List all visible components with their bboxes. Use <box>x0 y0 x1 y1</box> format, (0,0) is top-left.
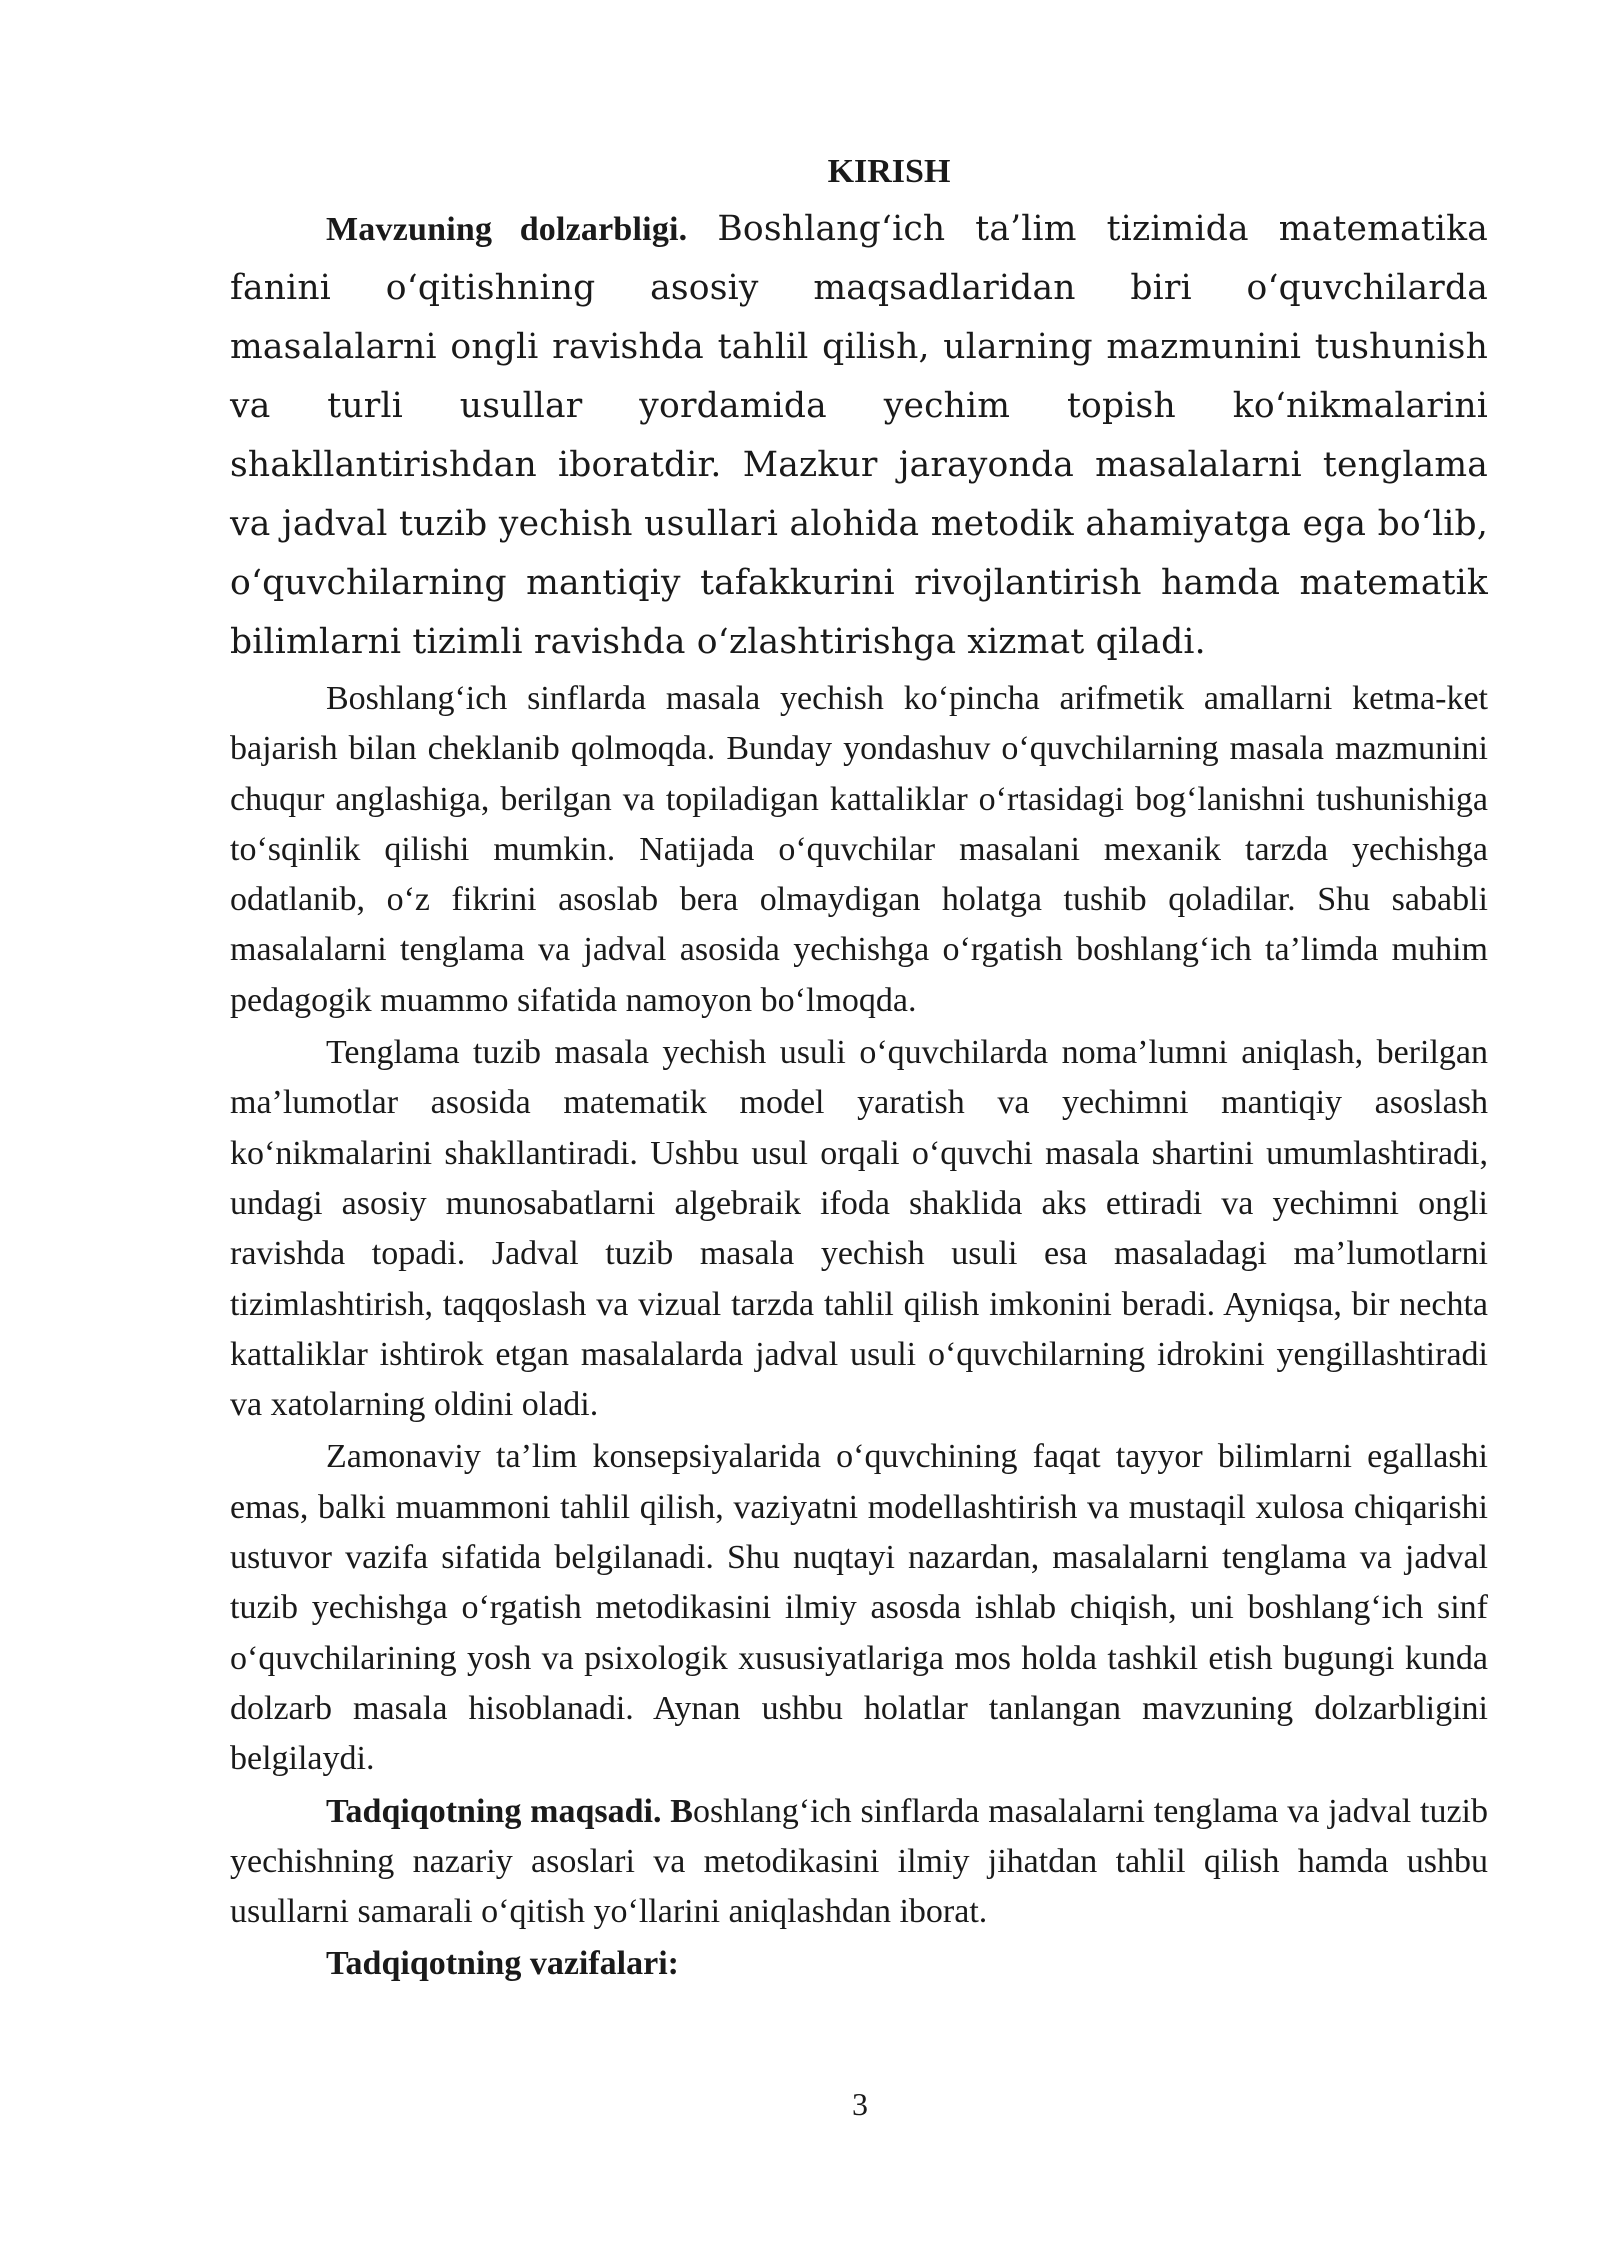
paragraph-lead-relevance: Mavzuning dolzarbligi. <box>326 211 688 248</box>
section-heading: KIRISH <box>827 153 951 190</box>
paragraph-research-tasks <box>230 1939 1488 1989</box>
paragraph-research-goal <box>230 1787 1488 1938</box>
paragraph-text-modern-concepts: Zamonaviy ta’lim konsepsiyalarida o‘quvchining faqat tayyor bilimlarni egallashi emas, balki muammoni tahlil qilish, vaziyatni modellashtirish va mustaqil xulosa chiqarishi ustuvor vazifa sifatida belgilanadi. Shu nuqtayi nazardan, masalalarni tenglama va jadval tuzib yechishga o‘rgatish metodikasini ilmiy asosda ishlab chiqish, uni boshlang‘ich sinf o‘quvchilarining yosh va psixologik xususiyatlariga mos holda tashkil etish bugungi kunda dolzarb masala hisoblanadi. Aynan ushbu holatlar tanlangan mavzuning dolzarbligini belgilaydi. <box>230 1438 1488 1778</box>
paragraph-problem <box>230 674 1488 1026</box>
paragraph-text-problem: Boshlang‘ich sinflarda masala yechish ko‘pincha arifmetik amallarni ketma-ket bajarish bilan cheklanib qolmoqda. Bunday yondashuv o‘quvchilarning masala mazmunini chuqur anglashiga, berilgan va topiladigan kattaliklar o‘rtasidagi bog‘lanishni tushunishiga to‘sqinlik qilishi mumkin. Natijada o‘quvchilar masalani mexanik tarzda yechishga odatlanib, o‘z fikrini asoslab bera olmaydigan holatga tushib qoladilar. Shu sababli masalalarni tenglama va jadval asosida yechishga o‘rgatish boshlang‘ich ta’limda muhim pedagogik muammo sifatida namoyon bo‘lmoqda. <box>230 680 1488 1019</box>
paragraph-modern-concepts <box>230 1432 1488 1784</box>
paragraph-lead-research-tasks: Tadqiqotning vazifalari: <box>326 1945 679 1983</box>
paragraph-text-relevance: Boshlang‘ich ta’lim tizimida matematika fanini o‘qitishning asosiy maqsadlaridan biri o‘quvchilarda masalalarni ongli ravishda tahlil qilish, ularning mazmunini tushunish va turli usullar yordamida yechim topish ko‘nikmalarini shakllantirishdan iboratdir. Mazkur jarayonda masalalarni tenglama va jadval tuzib yechish usullari alohida metodik ahamiyatga ega bo‘lib, o‘quvchilarning mantiqiy tafakkurini rivojlantirish hamda matematik bilimlarni tizimli ravishda o‘zlashtirishga xizmat qiladi. <box>230 209 1488 662</box>
paragraph-relevance <box>230 200 1488 672</box>
page-number: 3 <box>852 2086 868 2122</box>
paragraph-lead-research-goal: Tadqiqotning maqsadi. B <box>326 1792 693 1830</box>
paragraph-text-equation-method: Tenglama tuzib masala yechish usuli o‘quvchilarda noma’lumni aniqlash, berilgan ma’lumotlar asosida matematik model yaratish va yechimni mantiqiy asoslash ko‘nikmalarini shakllantiradi. Ushbu usul orqali o‘quvchi masala shartini umumlashtiradi, undagi asosiy munosabatlarni algebraik ifoda shaklida aks ettiradi va yechimni ongli ravishda topadi. Jadval tuzib masala yechish usuli esa masaladagi ma’lumotlarni tizimlashtirish, taqqoslash va vizual tarzda tahlil qilish imkonini beradi. Ayniqsa, bir nechta kattaliklar ishtirok etgan masalalarda jadval usuli o‘quvchilarning idrokini yengillashtiradi va xatolarning oldini oladi. <box>230 1034 1488 1424</box>
document-page <box>230 150 1488 1990</box>
paragraph-text-research-goal: oshlang‘ich sinflarda masalalarni tenglama va jadval tuzib yechishning nazariy asoslari va metodikasini ilmiy jihatdan tahlil qilish hamda ushbu usullarni samarali o‘qitish yo‘llarini aniqlashdan iborat. <box>230 1792 1488 1931</box>
paragraph-equation-method <box>230 1028 1488 1430</box>
